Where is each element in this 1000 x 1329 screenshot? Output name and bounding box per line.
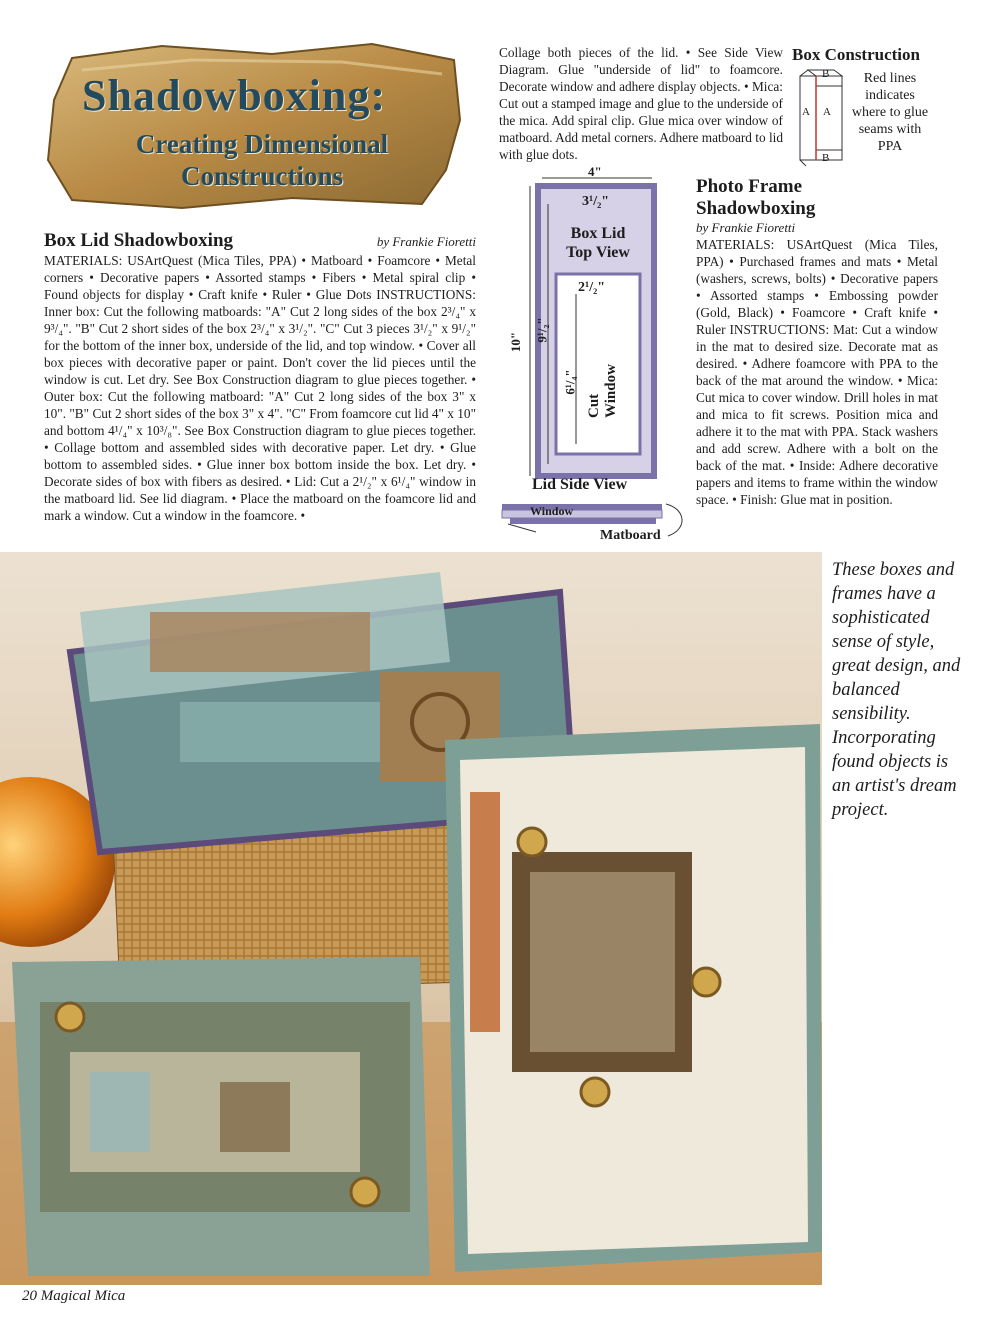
box-lid-instructions: MATERIALS: USArtQuest (Mica Tiles, PPA) • Matboard • Foamcore • Metal corners • Decorative papers • Assorted stamps • Fibers • Metal spiral clip • Found objects for display • Craft knife • Ruler • Glue Dots INSTRUCTIONS: Inner box: Cut the following matboards: "A" Cut 2 long sides of the box 2³/₄" x 9³/₄". "B" Cut 2 short sides of the box 2³/₄" x 3¹/₂". "C" Cut 3 pieces 3¹/₂" x 9¹/₂" for the bottom of the inner box, underside of the lid, and top window. • Cover all box pieces with decorative paper or paint. Don't cover the lid pieces until the window is cut. Let dry. See Box Construction diagram to glue pieces together. • Outer box: Cut the following matboard: "A" Cut 2 long sides of the box 3" x 10". "B" Cut 2 short sides of the box 3" x 4". "C" From foamcore cut lid 4" x 10" and bottom 4¹/₄" x 10³/₈". See Box Construction diagram to glue pieces together. • Collage bottom and assembled sides with decorative paper. Let dry. • Glue bottom to assembled sides. • Glue inner box bottom inside the box. Let dry. • Decorate sides of box with fibers as desired. • Lid: Cut a 2¹/₂" x 6¹/₄" window in the matboard lid. See lid diagram. • Place the matboard on the foamcore lid and mark a window. Cut a window in the foamcore. • [44, 253, 476, 523]
box-lid-byline: by Frankie Fioretti [376, 234, 476, 249]
lid-window-width-label: 2¹/₂" [578, 280, 606, 295]
lid-side-view-label: Lid Side View [532, 476, 628, 493]
lid-top-view-label: Box Lid Top View [566, 225, 630, 261]
photo-frame-heading-line-1: Photo Frame [696, 176, 803, 197]
photo-frame-byline: by Frankie Fioretti [696, 220, 796, 235]
page-subtitle [82, 128, 442, 192]
lid-height-label: 10" [508, 331, 524, 353]
photo-frame-heading-line-2: Shadowboxing [696, 198, 816, 219]
lid-inner-width-label: 3¹/₂" [582, 194, 610, 209]
page-title: Shadowboxing: [82, 71, 387, 120]
cut-window-label: Cut Window [586, 364, 619, 418]
shadowbox-projects-image [0, 552, 822, 1285]
page-footer [22, 1288, 125, 1305]
photo-frame-article [696, 176, 938, 508]
photo-frame-heading [696, 176, 938, 220]
page-number: 20 [22, 1288, 37, 1304]
box-label-b-top: B [822, 68, 830, 80]
lid-inner-height-label: 9¹/₂" [534, 317, 550, 343]
box-lid-instructions-continued: Collage both pieces of the lid. • See Side View Diagram. Glue "underside of lid" to foamcore. Decorate window and adhere display objects. • Mica: Cut out a stamped image and glue to the underside of the mica. Add spiral clip. Glue mica over window of matboard. Add metal corners. Adhere matboard to lid with glue dots. [499, 45, 783, 162]
box-construction-note: Red lines indicates where to glue seams with PPA [851, 71, 929, 154]
box-lid-article [44, 230, 476, 524]
box-label-a-left: A [802, 106, 810, 118]
publication-name: Magical Mica [40, 1288, 126, 1304]
matboard-label: Matboard [600, 528, 661, 543]
photo-frame-instructions: MATERIALS: USArtQuest (Mica Tiles, PPA) • Purchased frames and mats • Metal (washers, screws, bolts) • Decorative papers • Assorted stamps • Embossing powder (Gold, Black) • Foamcore • Craft knife • Ruler INSTRUCTIONS: Mat: Cut a window in the mat to desired size. Decorate mat as desired. • Adhere foamcore with PPA to the back of the mat around the window. • Mica: Cut mica to cover window. Drill holes in mat and mica to fit screws. Position mica and adhere it to the mat with PPA. Stack washers and add screw. Adhere with a bolt on the back of the mat. • Inside: Adhere decorative papers and items to frame within the window space. • Finish: Glue mat in position. [696, 237, 938, 507]
lid-window-height-label: 6¹/₄" [562, 369, 578, 395]
subtitle-line-2: Constructions [180, 161, 343, 191]
lid-width-label: 4" [588, 164, 602, 179]
lid-diagram [496, 164, 696, 548]
box-lid-heading: Box Lid Shadowboxing [44, 230, 234, 251]
project-photo [0, 552, 822, 1285]
box-3d-icon [794, 68, 846, 168]
box-label-b-bottom: B [822, 152, 830, 164]
box-construction-diagram [792, 44, 992, 174]
title-plaque [42, 40, 462, 210]
box-construction-heading: Box Construction [792, 45, 920, 64]
pull-quote: These boxes and frames have a sophisticated sense of style, great design, and balanced sensibility. Incorporating found objects is an artist's dream project. [832, 560, 961, 820]
subtitle-line-1: Creating Dimensional [135, 129, 389, 159]
box-label-a-right: A [823, 106, 831, 118]
window-label: Window [530, 504, 574, 518]
